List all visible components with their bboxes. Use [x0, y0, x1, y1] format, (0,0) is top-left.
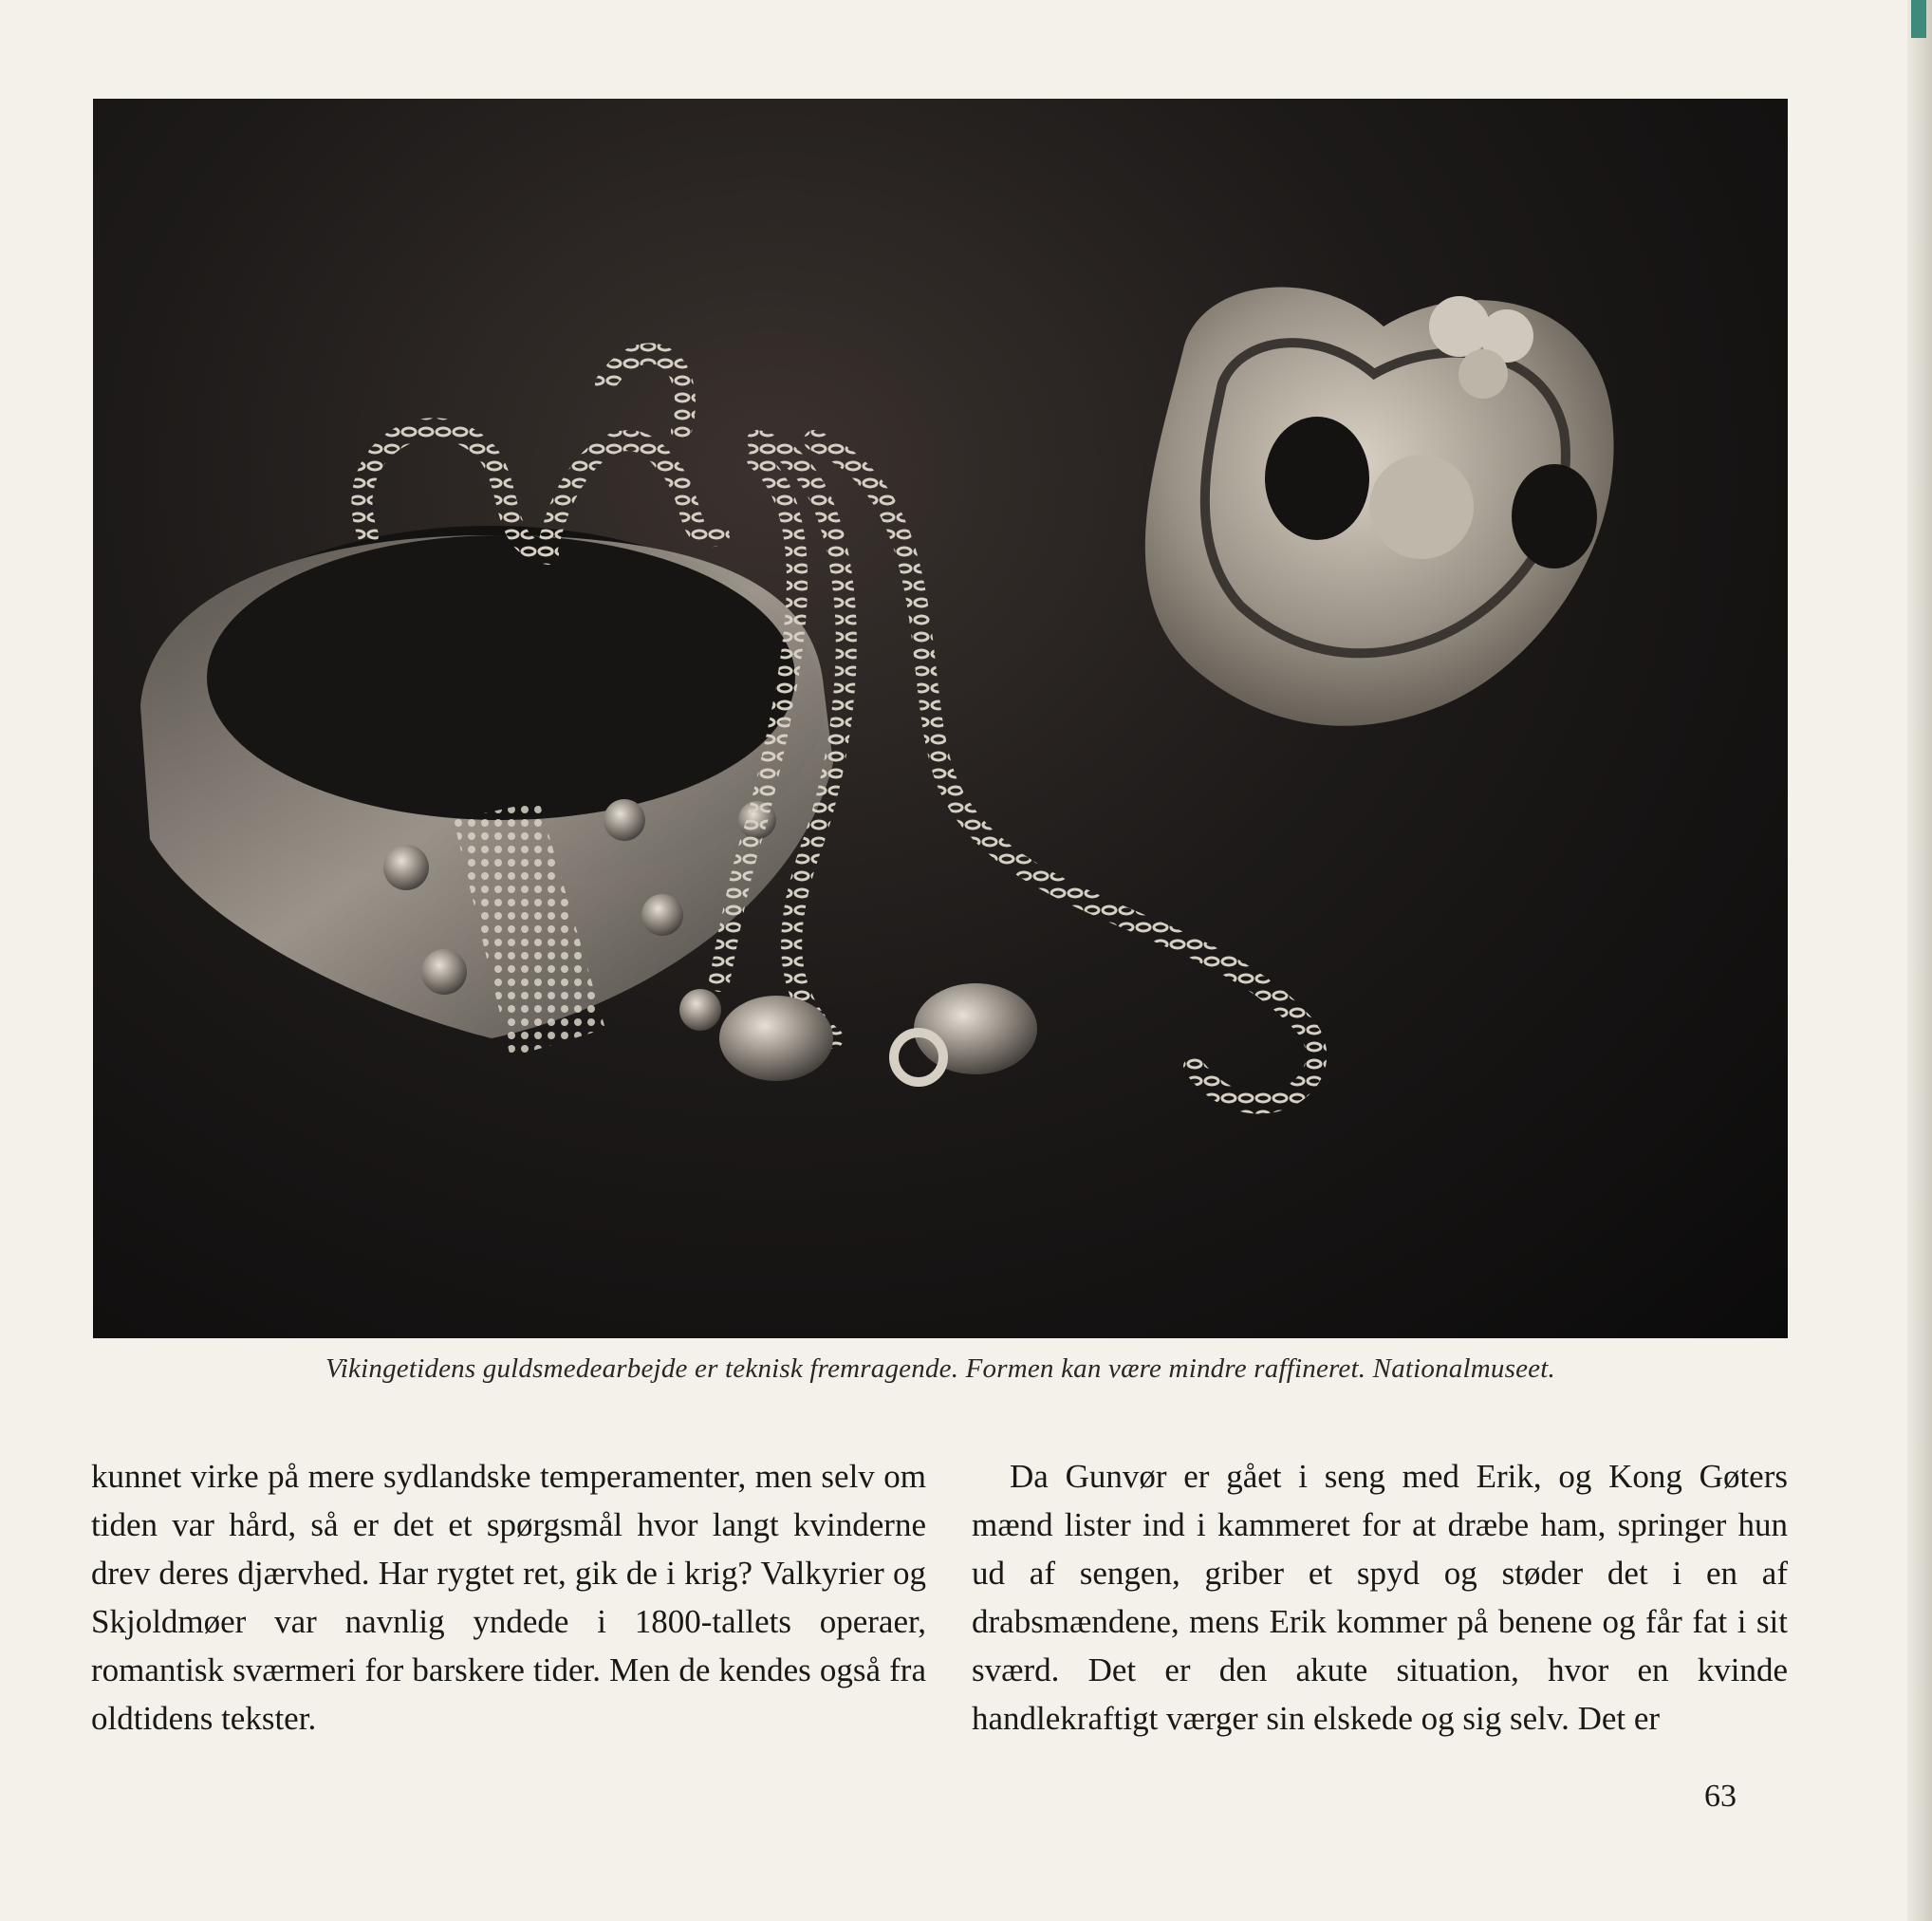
- left-column-paragraph: kunnet virke på mere sydlandske temperamenter, men selv om tiden var hård, så er det et spørgsmål hvor langt kvinderne drev deres djærvhed. Har rygtet ret, gik de i krig? Valkyrier og Skjoldmøer var navnlig yndede i 1800-tallets operaer, romantisk sværmeri for barskere tider. Men de kendes også fra oldtidens tekster.: [91, 1458, 926, 1737]
- page-number: 63: [1704, 1779, 1737, 1814]
- jewelry-photograph: [93, 99, 1788, 1338]
- page-edge-tab: [1911, 0, 1926, 38]
- right-column-paragraph: Da Gunvør er gået i seng med Erik, og Kong Gøters mænd lister ind i kammeret for at dræbe ham, springer hun ud af sengen, griber et spyd og støder det i en af drabsmændene, mens Erik kommer på benene og får fat i sit sværd. Det er den akute situation, hvor en kvinde handlekraftigt værger sin elskede og sig selv. Det er: [972, 1458, 1788, 1737]
- chain-terminals: [719, 983, 1037, 1082]
- text-column-left: [91, 1452, 926, 1743]
- page-edge: [1907, 0, 1932, 1921]
- jewelry-illustration: [93, 99, 1788, 1338]
- photo-caption: Vikingetidens guldsmedearbejde er teknisk fremragende. Formen kan være mindre raffineret. Nationalmuseet.: [325, 1353, 1555, 1384]
- brooch: [1145, 288, 1614, 726]
- text-column-right: [972, 1452, 1788, 1743]
